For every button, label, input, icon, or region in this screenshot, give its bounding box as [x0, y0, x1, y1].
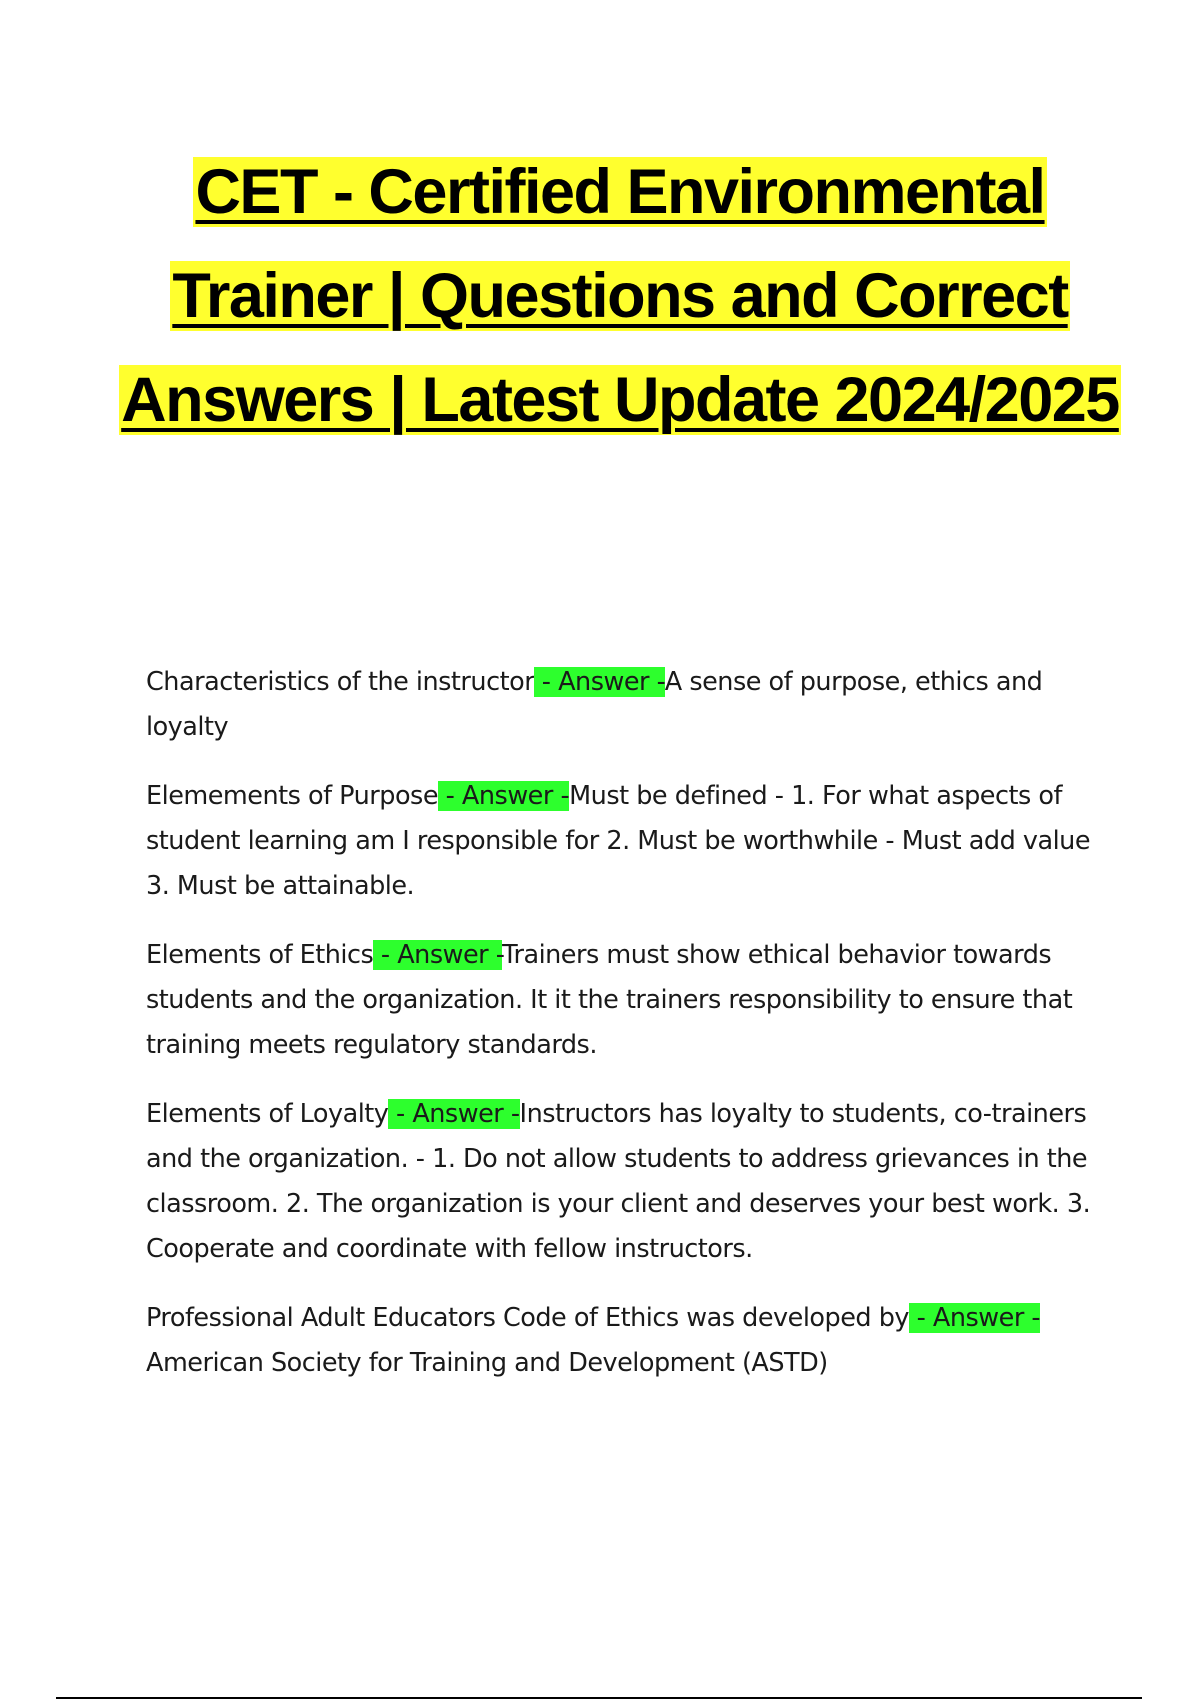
qa-item: [146, 774, 1096, 909]
answer-text: Trainers must show ethical behavior towards students and the organization. It it the trainers responsibility to ensure that training meets regulatory standards.: [146, 940, 1073, 1060]
answer-marker: - Answer -: [534, 667, 665, 697]
qa-list: [146, 660, 1096, 1410]
qa-item: [146, 933, 1096, 1068]
qa-item: [146, 1296, 1096, 1386]
answer-marker: - Answer -: [438, 781, 570, 811]
answer-text: Must be defined - 1. For what aspects of student learning am I responsible for 2. Must be worthwhile - Must add value 3. Must be attainable.: [146, 781, 1091, 901]
answer-marker: - Answer -: [388, 1099, 520, 1129]
answer-marker: - Answer -: [373, 940, 503, 970]
qa-item: [146, 660, 1096, 750]
footer-rule: [56, 1697, 1142, 1699]
answer-text: American Society for Training and Development (ASTD): [146, 1348, 828, 1378]
answer-text: A sense of purpose, ethics and loyalty: [146, 667, 1043, 742]
document-title: [110, 140, 1130, 452]
title-highlight: CET - Certified Environmental Trainer | Questions and Correct Answers | Latest Update 2024/2025: [121, 157, 1119, 435]
question-text: Characteristics of the instructor: [146, 667, 535, 697]
answer-text: Instructors has loyalty to students, co-trainers and the organization. - 1. Do not allow students to address grievances in the classroom. 2. The organization is your client and deserves your best work. 3. Cooperate and coordinate with fellow instructors.: [146, 1099, 1091, 1264]
qa-item: [146, 1092, 1096, 1272]
question-text: Elements of Ethics: [146, 940, 374, 970]
question-text: Elemements of Purpose: [146, 781, 439, 811]
question-text: Professional Adult Educators Code of Ethics was developed by: [146, 1303, 909, 1333]
question-text: Elements of Loyalty: [146, 1099, 389, 1129]
answer-marker: - Answer -: [908, 1303, 1040, 1333]
